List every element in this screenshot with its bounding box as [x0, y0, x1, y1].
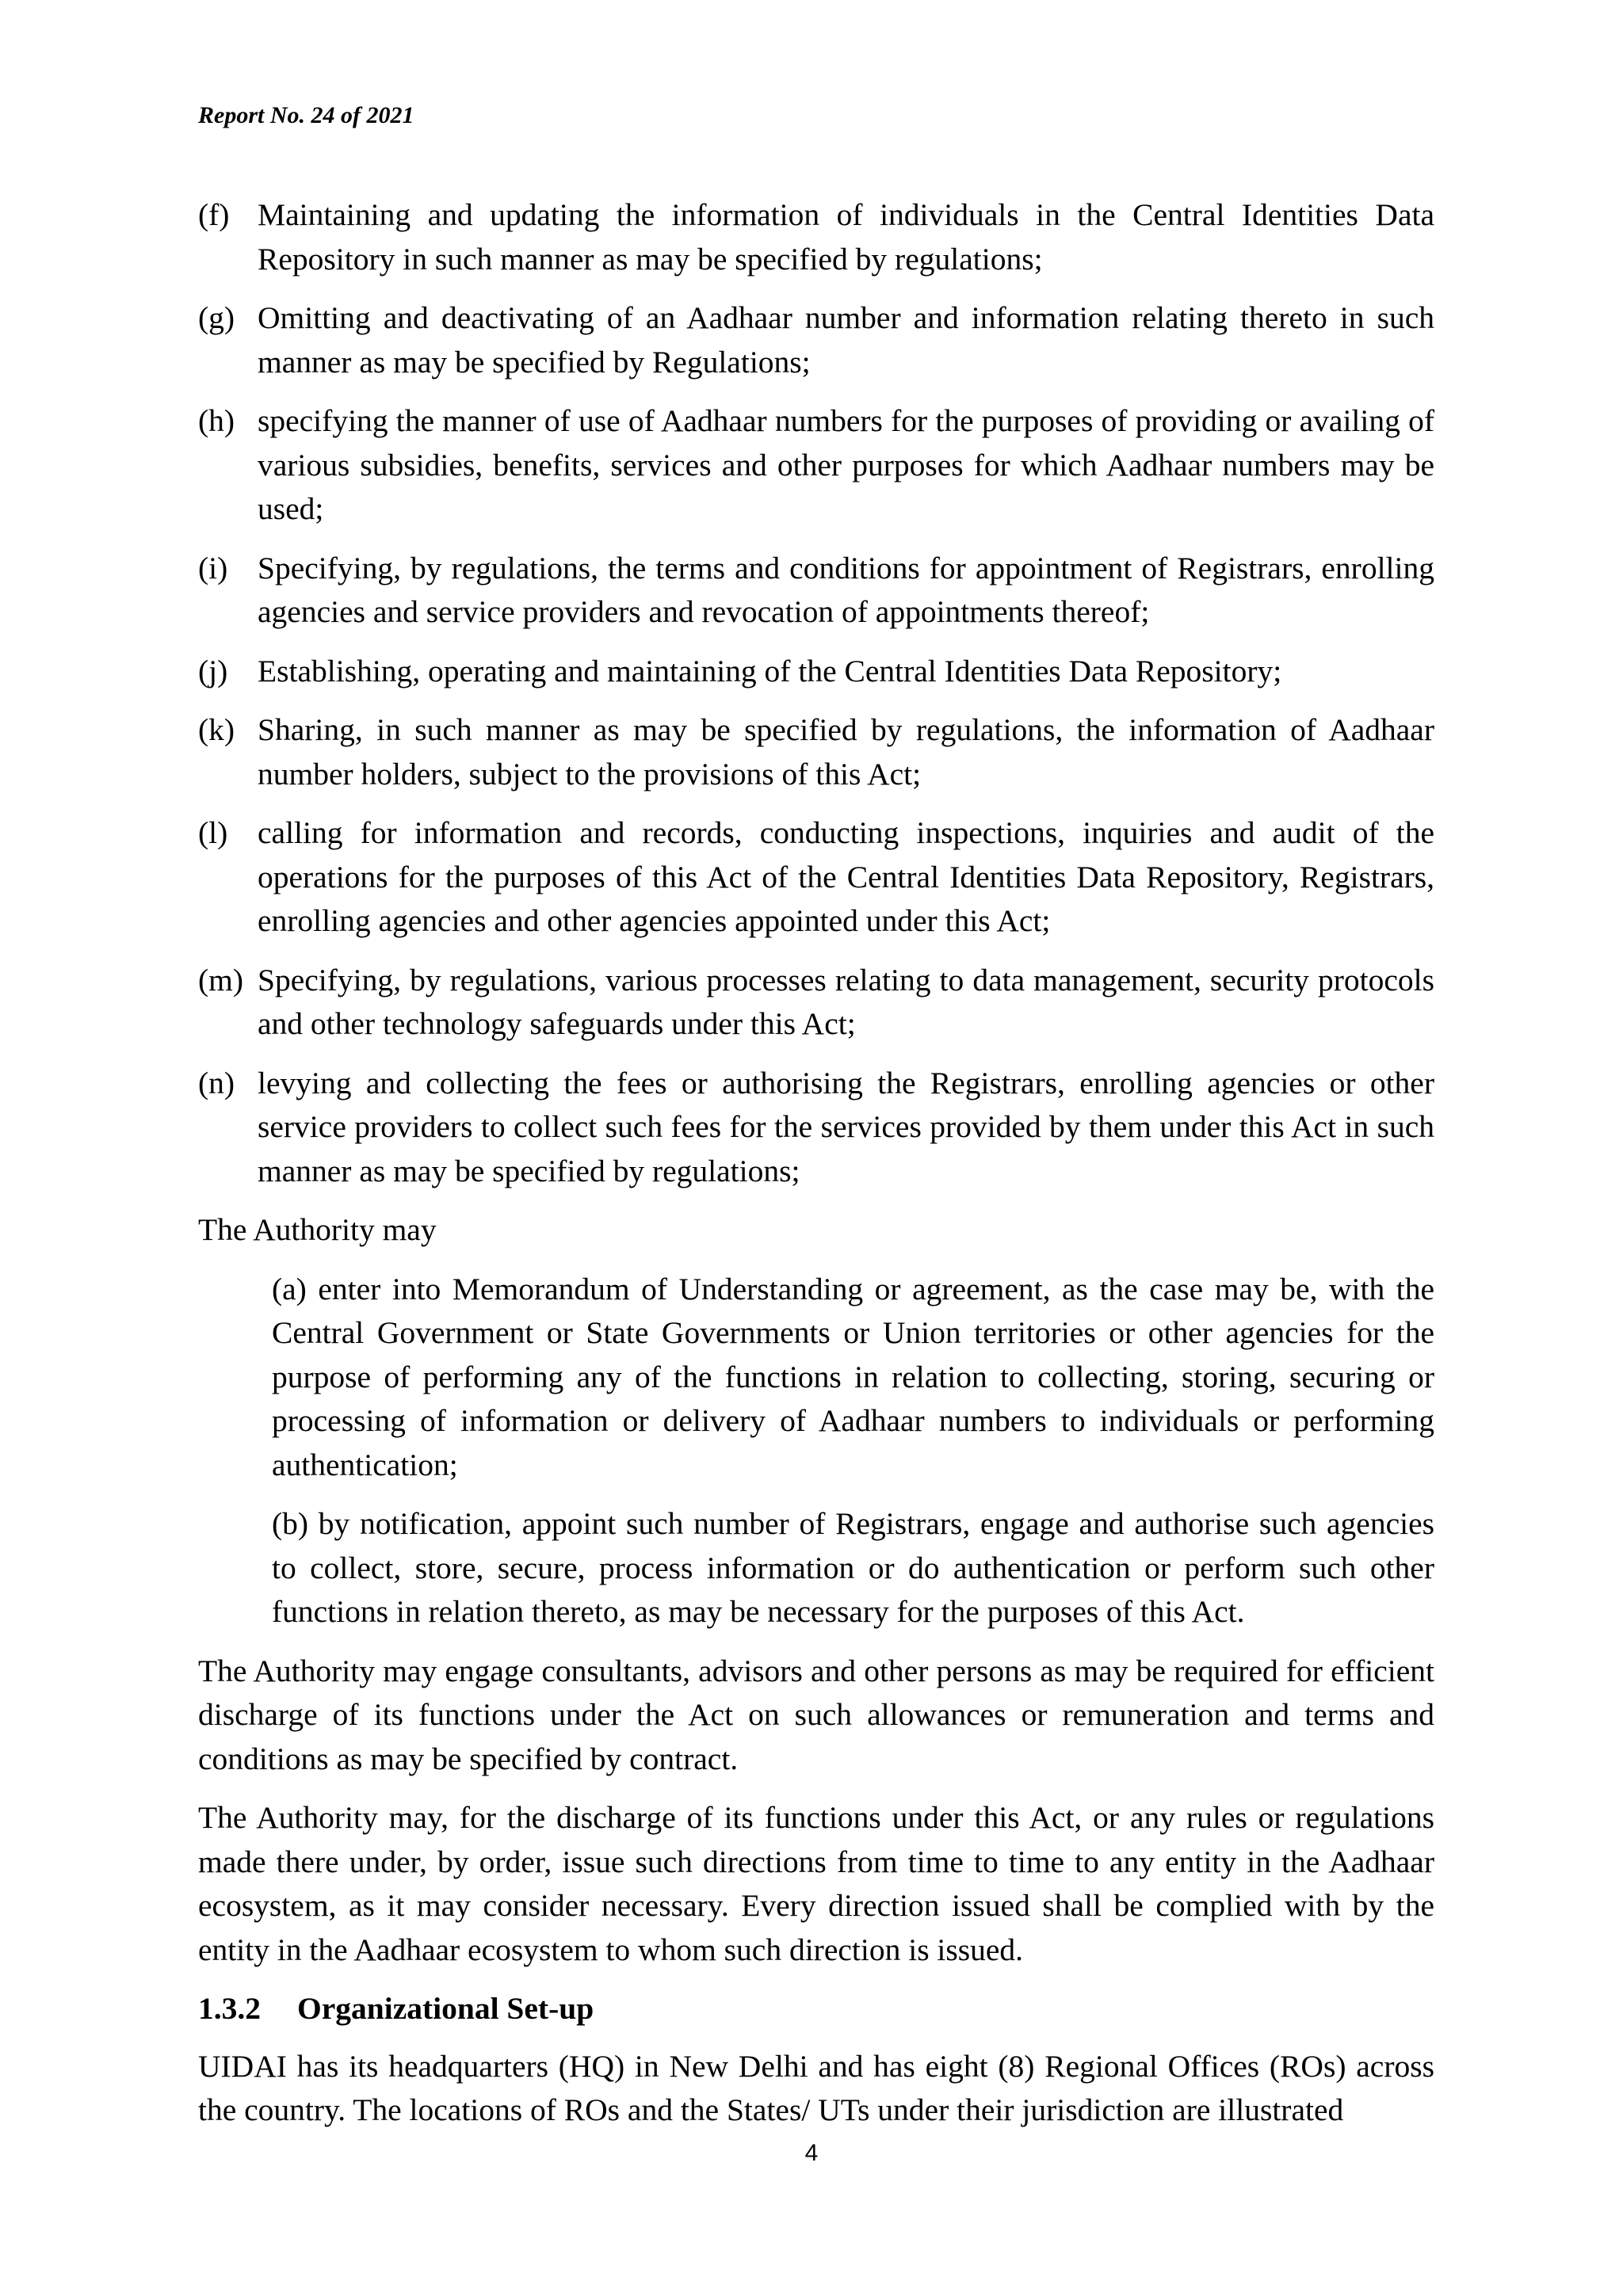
- section-heading: [198, 1987, 1434, 2031]
- page-number: 4: [804, 2140, 819, 2166]
- function-item-j: [198, 650, 1434, 694]
- function-item-h: [198, 399, 1434, 532]
- item-label: (h): [198, 403, 235, 438]
- function-item-f: [198, 193, 1434, 281]
- item-text: Specifying, by regulations, the terms and conditions for appointment of Registrars, enrolling agencies and service providers and revocation of appointments thereof;: [258, 550, 1434, 629]
- report-header: Report No. 24 of 2021: [198, 102, 414, 128]
- function-item-i: [198, 547, 1434, 635]
- paragraph-directions: The Authority may, for the discharge of its functions under this Act, or any rules or regulations made there under, by order, issue such directions from time to time to any entity in the Aadhaar ecosystem, as it may consider necessary. Every direction issued shall be complied with by the entity in the Aadhaar ecosystem to whom such direction is issued.: [198, 1800, 1434, 1967]
- item-text: specifying the manner of use of Aadhaar numbers for the purposes of providing or availing of various subsidies, benefits, services and other purposes for which Aadhaar numbers may be used;: [258, 403, 1434, 526]
- item-text: Specifying, by regulations, various processes relating to data management, security protocols and other technology safeguards under this Act;: [258, 962, 1434, 1041]
- function-item-n: [198, 1062, 1434, 1194]
- authority-may-item-b: (b) by notification, appoint such number of Registrars, engage and authorise such agencies to collect, store, secure, process information or do authentication or perform such other functions in relation thereto, as may be necessary for the purposes of this Act.: [272, 1506, 1434, 1629]
- item-label: (l): [198, 815, 228, 850]
- item-text: Establishing, operating and maintaining of the Central Identities Data Repository;: [258, 653, 1282, 688]
- function-item-m: [198, 959, 1434, 1047]
- function-item-k: [198, 708, 1434, 796]
- item-text: Sharing, in such manner as may be specified by regulations, the information of Aadhaar number holders, subject to the provisions of this Act;: [258, 712, 1434, 791]
- item-label: (j): [198, 653, 228, 688]
- item-label: (k): [198, 712, 235, 747]
- item-label: (m): [198, 962, 244, 997]
- function-item-l: [198, 811, 1434, 944]
- section-title: Organizational Set-up: [297, 1991, 594, 2026]
- item-label: (g): [198, 300, 235, 335]
- item-text: Maintaining and updating the information of individuals in the Central Identities Data Repository in such manner as may be specified by regulations;: [258, 197, 1434, 277]
- paragraph-consultants: The Authority may engage consultants, advisors and other persons as may be required for efficient discharge of its functions under the Act on such allowances or remuneration and terms and conditions as may be specified by contract.: [198, 1653, 1434, 1776]
- item-text: Omitting and deactivating of an Aadhaar number and information relating thereto in such manner as may be specified by Regulations;: [258, 300, 1434, 379]
- item-label: (f): [198, 197, 230, 232]
- authority-may-item-a: (a) enter into Memorandum of Understanding or agreement, as the case may be, with the Central Government or State Governments or Union territories or other agencies for the purpose of performing any of the functions in relation to collecting, storing, securing or processing of information or delivery of Aadhaar numbers to individuals or performing authentication;: [272, 1271, 1434, 1482]
- item-text: levying and collecting the fees or authorising the Registrars, enrolling agencies or other service providers to collect such fees for the services provided by them under this Act in such manner as may be specified by regulations;: [258, 1065, 1434, 1188]
- item-text: calling for information and records, conducting inspections, inquiries and audit of the operations for the purposes of this Act of the Central Identities Data Repository, Registrars, enrolling agencies and other agencies appointed under this Act;: [258, 815, 1434, 938]
- authority-may-intro: The Authority may: [198, 1212, 437, 1247]
- section-body: UIDAI has its headquarters (HQ) in New Delhi and has eight (8) Regional Offices (ROs) across the country. The locations of ROs and the States/ UTs under their jurisdiction are illustrated: [198, 2048, 1434, 2127]
- item-label: (i): [198, 550, 228, 585]
- item-label: (n): [198, 1065, 235, 1100]
- section-number: 1.3.2: [198, 1991, 261, 2026]
- document-body: [198, 193, 1434, 2148]
- function-item-g: [198, 296, 1434, 384]
